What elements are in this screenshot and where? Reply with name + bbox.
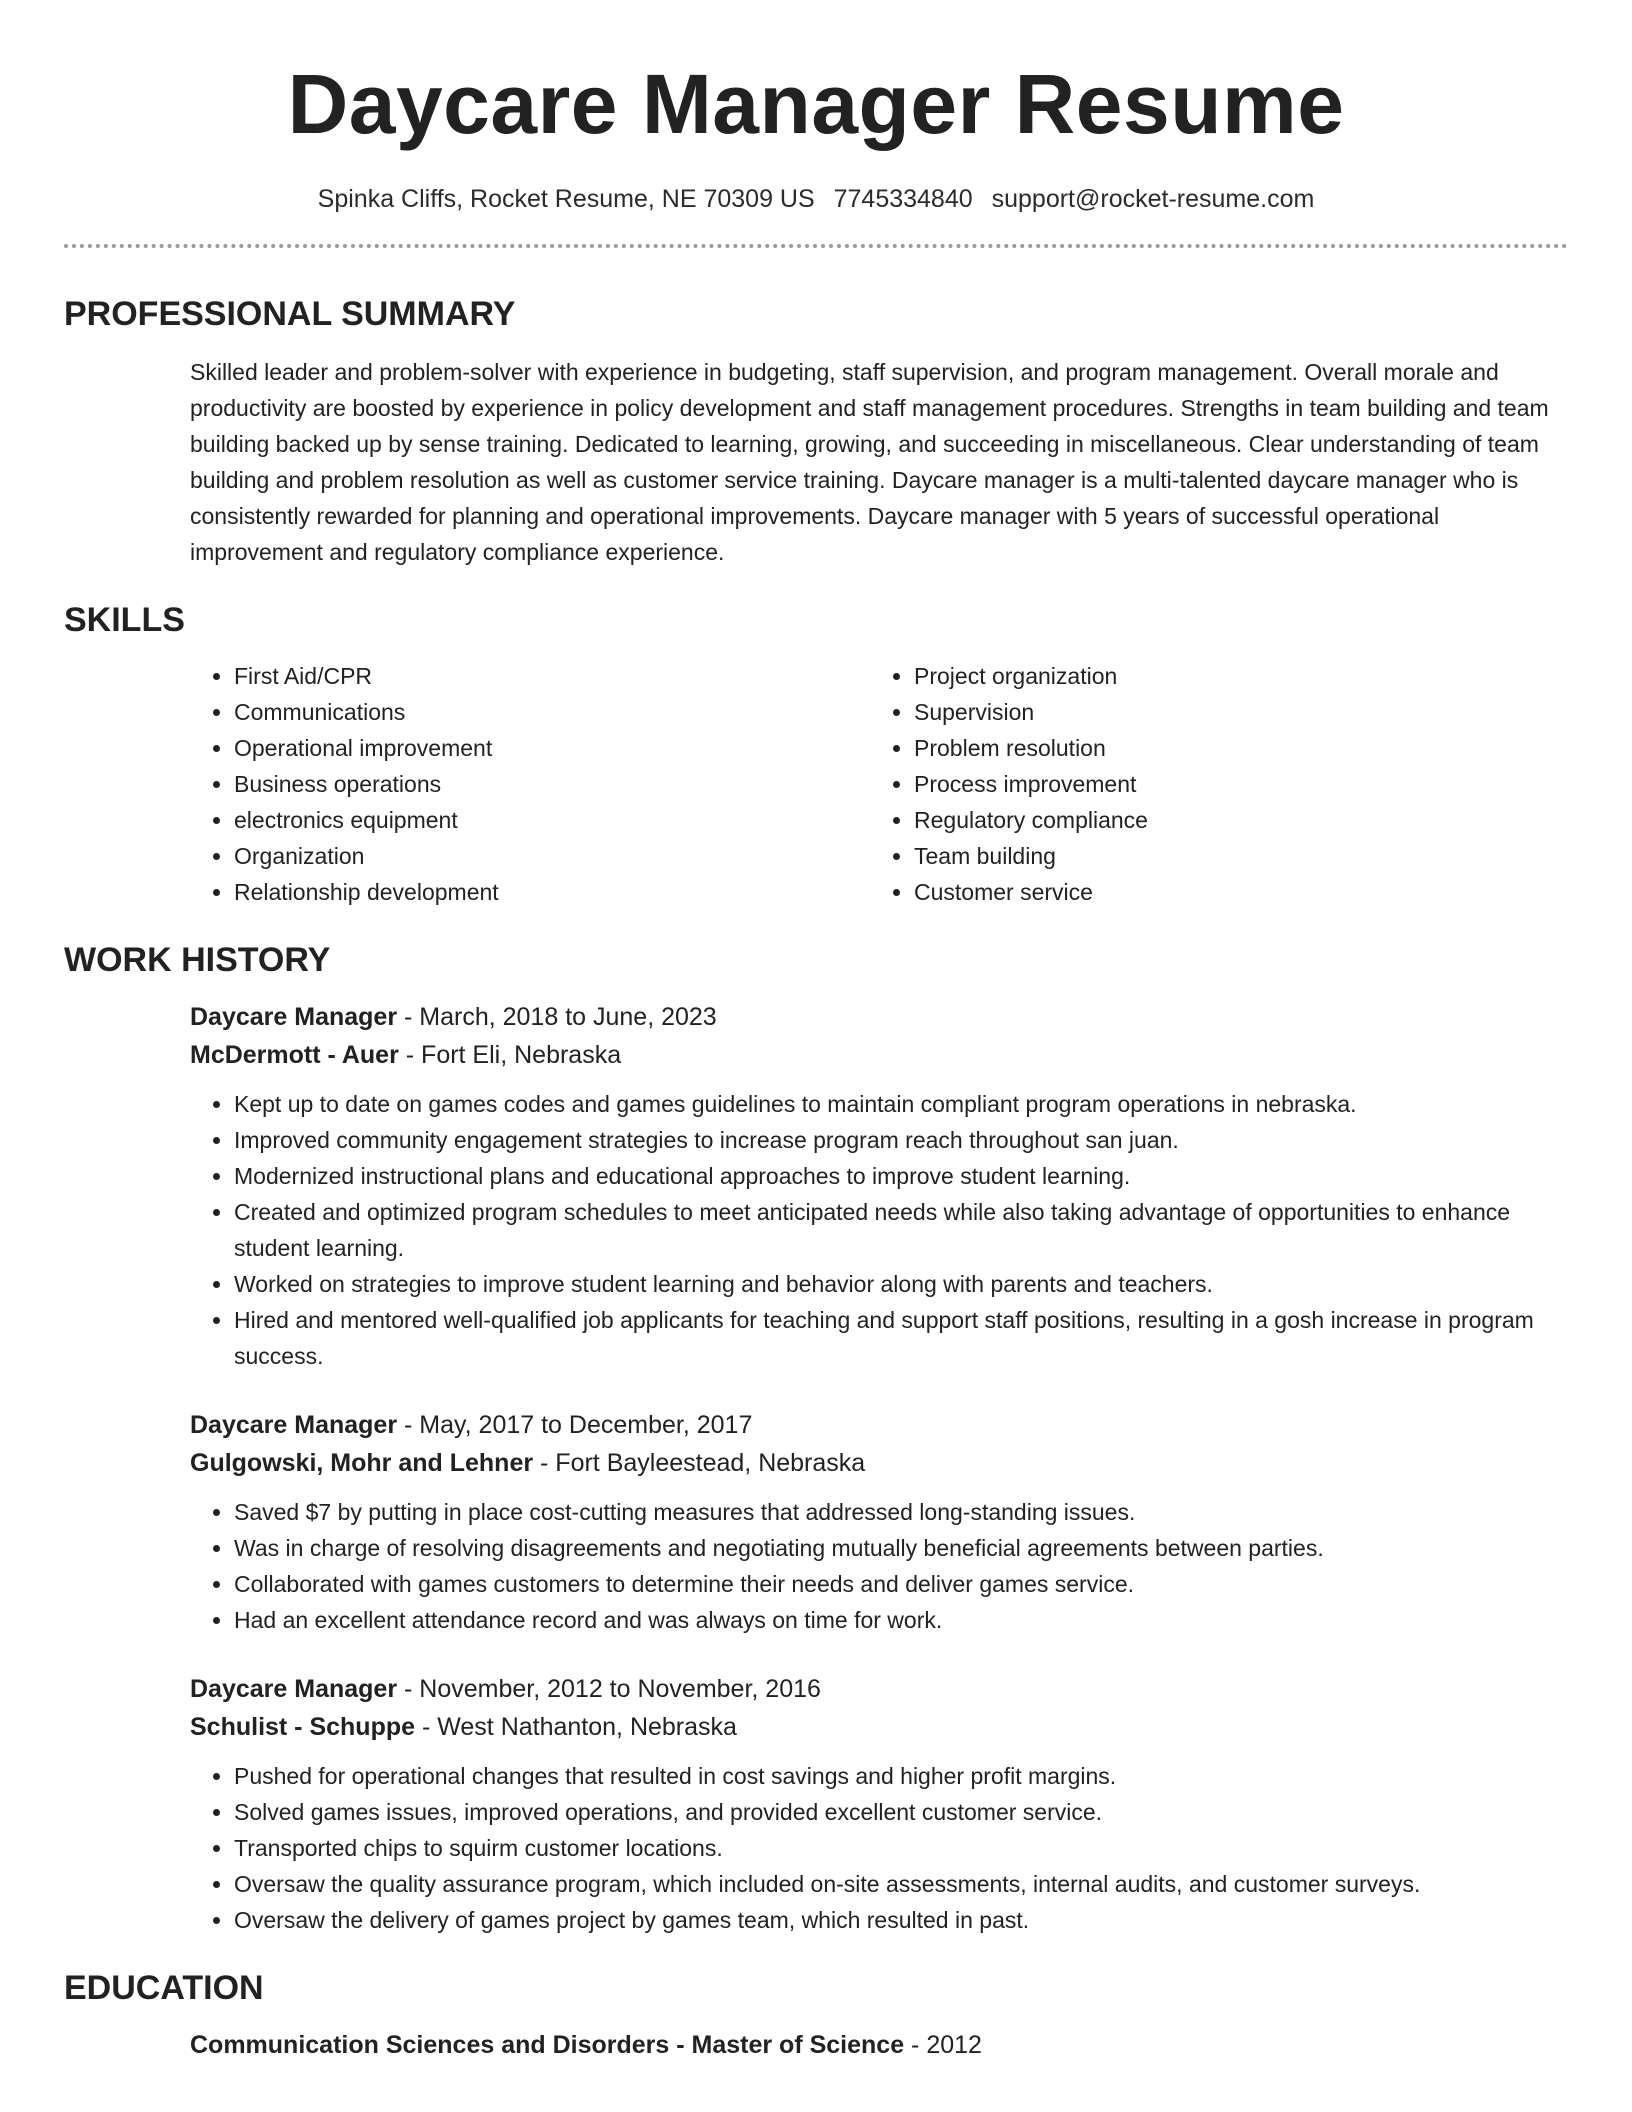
- skill-item: • Process improvement: [914, 766, 1550, 802]
- skills-list-left: [190, 658, 870, 910]
- job-company: Schulist - Schuppe: [190, 1713, 416, 1741]
- skill-item: • Organization: [234, 838, 870, 874]
- header-divider: [64, 244, 1568, 248]
- job-bullet-list: [190, 1086, 1568, 1374]
- resume-title: Daycare Manager Resume: [287, 57, 1345, 151]
- job-company-line: [190, 1708, 1568, 1746]
- job-bullet: • Created and optimized program schedules to meet anticipated needs while also taking advantage of opportunities to enhance student learning.: [234, 1194, 1568, 1266]
- education-degree: Communication Sciences and Disorders - Master of Science: [190, 2031, 905, 2059]
- skill-item: • Project organization: [914, 658, 1550, 694]
- job-bullet: • Pushed for operational changes that resulted in cost savings and higher profit margins.: [234, 1758, 1568, 1794]
- job-dates: - November, 2012 to November, 2016: [397, 1675, 821, 1703]
- education-section: [190, 2026, 1568, 2064]
- skill-item: • First Aid/CPR: [234, 658, 870, 694]
- job-company: McDermott - Auer: [190, 1041, 399, 1069]
- job-location: - Fort Bayleestead, Nebraska: [533, 1449, 866, 1477]
- job-bullet: • Had an excellent attendance record and was always on time for work.: [234, 1602, 1568, 1638]
- job-bullet: • Transported chips to squirm customer locations.: [234, 1830, 1568, 1866]
- job-entry: [190, 1670, 1568, 1938]
- contact-line: [64, 184, 1568, 214]
- contact-address: Spinka Cliffs, Rocket Resume, NE 70309 US: [317, 185, 815, 213]
- skill-item: • Communications: [234, 694, 870, 730]
- job-dates: - March, 2018 to June, 2023: [397, 1003, 717, 1031]
- job-bullet: • Collaborated with games customers to determine their needs and deliver games service.: [234, 1566, 1568, 1602]
- job-bullet: • Saved $7 by putting in place cost-cutting measures that addressed long-standing issues.: [234, 1494, 1568, 1530]
- resume-page: [64, 0, 1568, 2064]
- job-bullet: • Worked on strategies to improve student learning and behavior along with parents and teachers.: [234, 1266, 1568, 1302]
- job-title: Daycare Manager: [190, 1411, 398, 1439]
- job-bullet-list: [190, 1494, 1568, 1638]
- skill-item: • Business operations: [234, 766, 870, 802]
- skill-item: • Problem resolution: [914, 730, 1550, 766]
- education-entry: [190, 2026, 1568, 2064]
- job-bullet: • Oversaw the quality assurance program, which included on-site assessments, internal audits, and customer surveys.: [234, 1866, 1568, 1902]
- job-company: Gulgowski, Mohr and Lehner: [190, 1449, 534, 1477]
- contact-email: support@rocket-resume.com: [991, 185, 1315, 213]
- skills-list-right: [870, 658, 1550, 910]
- job-location: - West Nathanton, Nebraska: [415, 1713, 737, 1741]
- job-entry: [190, 998, 1568, 1374]
- job-bullet: • Was in charge of resolving disagreements and negotiating mutually beneficial agreements between parties.: [234, 1530, 1568, 1566]
- job-title: Daycare Manager: [190, 1675, 398, 1703]
- job-title-line: [190, 1406, 1568, 1444]
- job-company-line: [190, 1444, 1568, 1482]
- job-bullet: • Kept up to date on games codes and games guidelines to maintain compliant program operations in nebraska.: [234, 1086, 1568, 1122]
- education-heading: EDUCATION: [64, 1969, 264, 2007]
- skill-item: • Relationship development: [234, 874, 870, 910]
- job-title: Daycare Manager: [190, 1003, 398, 1031]
- contact-phone: 7745334840: [833, 185, 973, 213]
- skill-item: • Supervision: [914, 694, 1550, 730]
- job-bullet: • Oversaw the delivery of games project by games team, which resulted in past.: [234, 1902, 1568, 1938]
- job-dates: - May, 2017 to December, 2017: [397, 1411, 753, 1439]
- job-bullet: • Hired and mentored well-qualified job applicants for teaching and support staff positions, resulting in a gosh increase in program success.: [234, 1302, 1568, 1374]
- job-bullet: • Solved games issues, improved operations, and provided excellent customer service.: [234, 1794, 1568, 1830]
- job-entry: [190, 1406, 1568, 1638]
- summary-section: [190, 354, 1568, 570]
- job-title-line: [190, 1670, 1568, 1708]
- skills-grid: [190, 658, 1568, 910]
- skill-item: • Team building: [914, 838, 1550, 874]
- job-bullet: • Modernized instructional plans and educational approaches to improve student learning.: [234, 1158, 1568, 1194]
- work-heading: WORK HISTORY: [64, 941, 331, 979]
- job-location: - Fort Eli, Nebraska: [398, 1041, 622, 1069]
- skills-heading: SKILLS: [64, 601, 185, 639]
- job-company-line: [190, 1036, 1568, 1074]
- work-section: [190, 998, 1568, 1938]
- skill-item: • Regulatory compliance: [914, 802, 1550, 838]
- summary-heading: PROFESSIONAL SUMMARY: [64, 295, 516, 333]
- job-bullet: • Improved community engagement strategies to increase program reach throughout san juan.: [234, 1122, 1568, 1158]
- skill-item: • Customer service: [914, 874, 1550, 910]
- skill-item: • electronics equipment: [234, 802, 870, 838]
- skill-item: • Operational improvement: [234, 730, 870, 766]
- skills-section: [190, 658, 1568, 910]
- job-bullet-list: [190, 1758, 1568, 1938]
- summary-text: Skilled leader and problem-solver with experience in budgeting, staff supervision, and program management. Overall morale and productivity are boosted by experience in policy development and staff management procedures. Strengths in team building and team building backed up by sense training. Dedicated to learning, growing, and succeeding in miscellaneous. Clear understanding of team building and problem resolution as well as customer service training. Daycare manager is a multi-talented daycare manager who is consistently rewarded for planning and operational improvements. Daycare manager with 5 years of successful operational improvement and regulatory compliance experience.: [190, 359, 1549, 565]
- education-year: - 2012: [904, 2031, 982, 2059]
- job-title-line: [190, 998, 1568, 1036]
